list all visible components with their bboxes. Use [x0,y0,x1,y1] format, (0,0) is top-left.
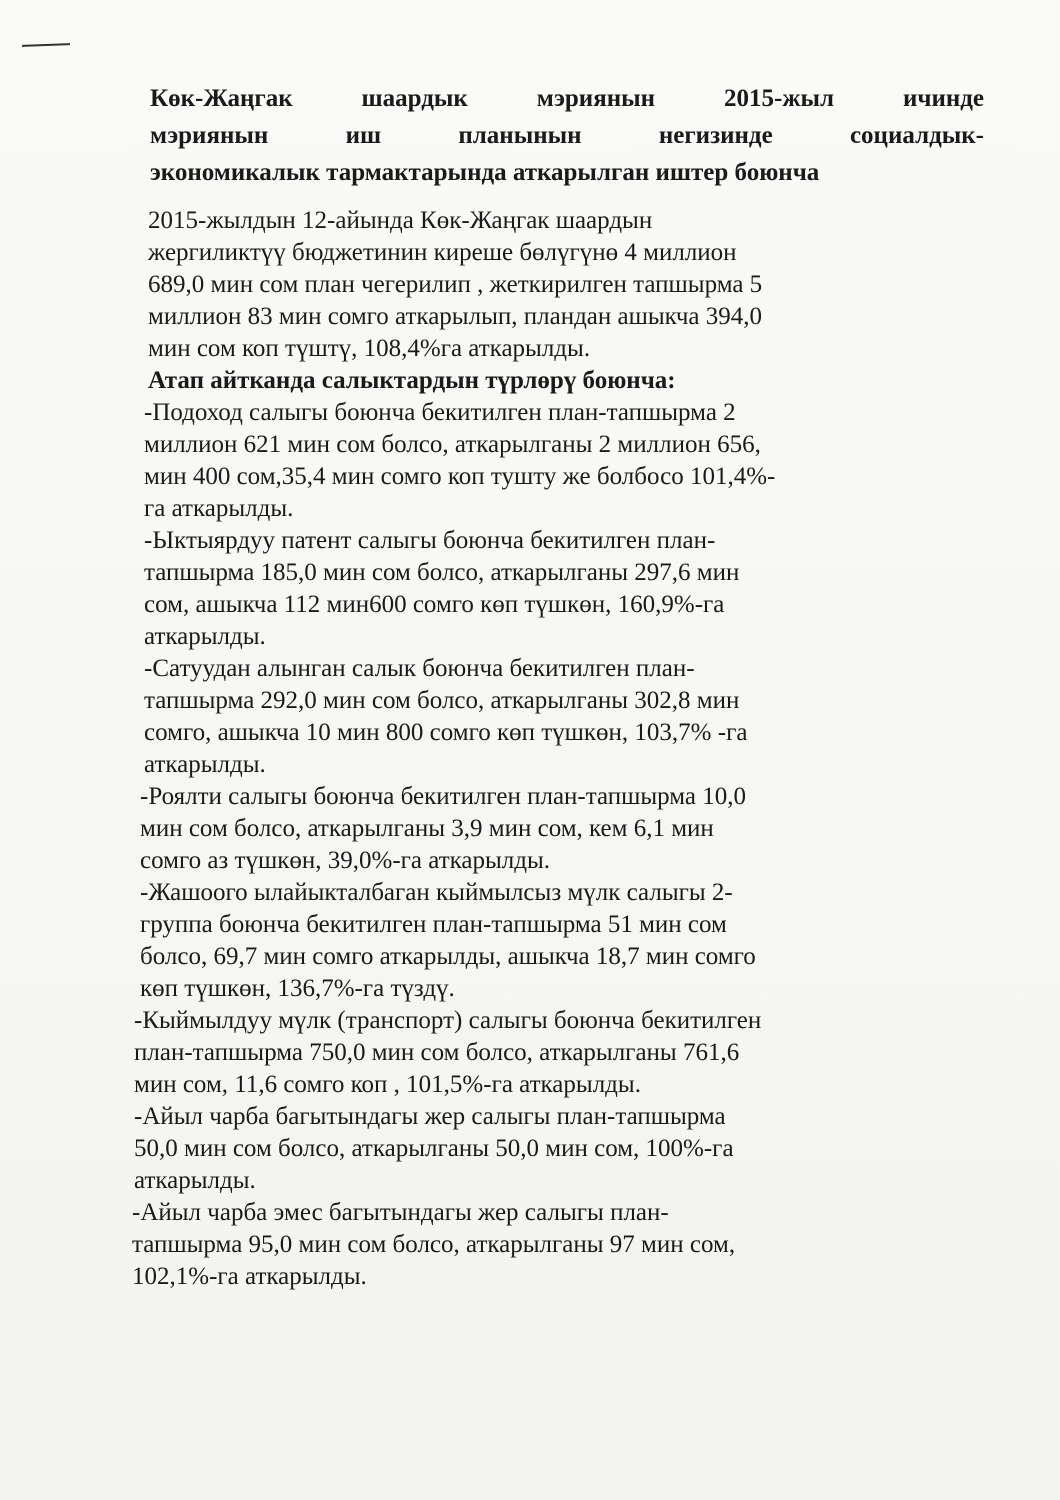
text-line: тапшырма 292,0 мин сом болсо, аткарылганы 302,8 мин [144,687,740,714]
document-body [132,80,984,1293]
text-line: -Ыктыярдуу патент салыгы боюнча бекитилген план- [144,527,716,554]
text-line: га аткарылды. [144,495,294,522]
text-line: -Сатуудан алынган салык боюнча бекитилген план- [144,655,695,682]
title-line: Көк-Жаңгак шаардык мэриянын 2015-жыл ичинде [150,85,984,112]
tax-item-property [132,877,960,1005]
text-line: тапшырма 185,0 мин сом болсо, аткарылганы 297,6 мин [144,559,740,586]
text-line: 50,0 мин сом болсо, аткарылганы 50,0 мин сом, 100%-га [134,1135,734,1162]
text-line: 102,1%-га аткарылды. [132,1263,367,1290]
text-line: 2015-жылдын 12-айында Көк-Жаңгак шаардын [148,207,653,234]
text-line: мин сом болсо, аткарылганы 3,9 мин сом, кем 6,1 мин [140,815,714,842]
text-line: -Подоход салыгы боюнча бекитилген план-тапшырма 2 [144,399,736,426]
intro-paragraph [132,205,938,365]
text-line: 689,0 мин сом план чегерилип , жеткирилген тапшырма 5 [148,271,763,298]
text-line: группа боюнча бекитилген план-тапшырма 51 мин сом [140,911,727,938]
title-line: экономикалык тармактарында аткарылган иштер боюнча [150,159,820,186]
text-line: көп түшкөн, 136,7%-га түздү. [140,975,455,1002]
text-line: аткарылды. [134,1167,256,1194]
text-line: миллион 83 мин сомго аткарылып, пландан ашыкча 394,0 [148,303,763,330]
text-line: болсо, 69,7 мин сомго аткарылды, ашыкча 18,7 мин сомго [140,943,756,970]
text-line: сомго, ашыкча 10 мин 800 сомго көп түшкөн, 103,7% -га [144,719,748,746]
document-title [150,80,984,191]
text-line: -Жашоого ылайыкталбаган кыймылсыз мүлк салыгы 2- [140,879,733,906]
text-line: -Айыл чарба багытындагы жер салыгы план-тапшырма [134,1103,726,1130]
text-line: план-тапшырма 750,0 мин сом болсо, аткарылганы 761,6 [134,1039,740,1066]
text-line: сом, ашыкча 112 мин600 сомго көп түшкөн, 160,9%-га [144,591,725,618]
text-line: аткарылды. [144,623,266,650]
tax-item-royalty [132,781,960,877]
text-line: аткарылды. [144,751,266,778]
tax-item-patent [132,525,964,653]
text-line: мин сом коп түштү, 108,4%га аткарылды. [148,335,591,362]
text-line: мин 400 сом,35,4 мин сомго коп тушту же болбосо 101,4%- [144,463,776,490]
subheading: Атап айтканда салыктардын түрлөрү боюнча: [148,367,676,394]
corner-pen-mark [22,43,70,47]
text-line: мин сом, 11,6 сомго коп , 101,5%-га аткарылды. [134,1071,641,1098]
text-line: сомго аз түшкөн, 39,0%-га аткарылды. [140,847,551,874]
text-line: -Кыймылдуу мүлк (транспорт) салыгы боюнча бекитилген [134,1007,762,1034]
text-line: миллион 621 мин сом болсо, аткарылганы 2 миллион 656, [144,431,761,458]
tax-item-transport [132,1005,954,1101]
tax-item-agricultural-land [132,1101,954,1197]
text-line: -Айыл чарба эмес багытындагы жер салыгы план- [132,1199,669,1226]
text-line: тапшырма 95,0 мин сом болсо, аткарылганы 97 мин сом, [132,1231,736,1258]
tax-item-income [132,397,964,525]
tax-item-sales [132,653,964,781]
title-line: мэриянын иш планынын негизинде социалдык- [150,122,984,149]
text-line: -Роялти салыгы боюнча бекитилген план-тапшырма 10,0 [140,783,747,810]
tax-item-non-agricultural-land [132,1197,952,1293]
text-line: жергиликтүү бюджетинин киреше бөлүгүнө 4 миллион [148,239,737,266]
